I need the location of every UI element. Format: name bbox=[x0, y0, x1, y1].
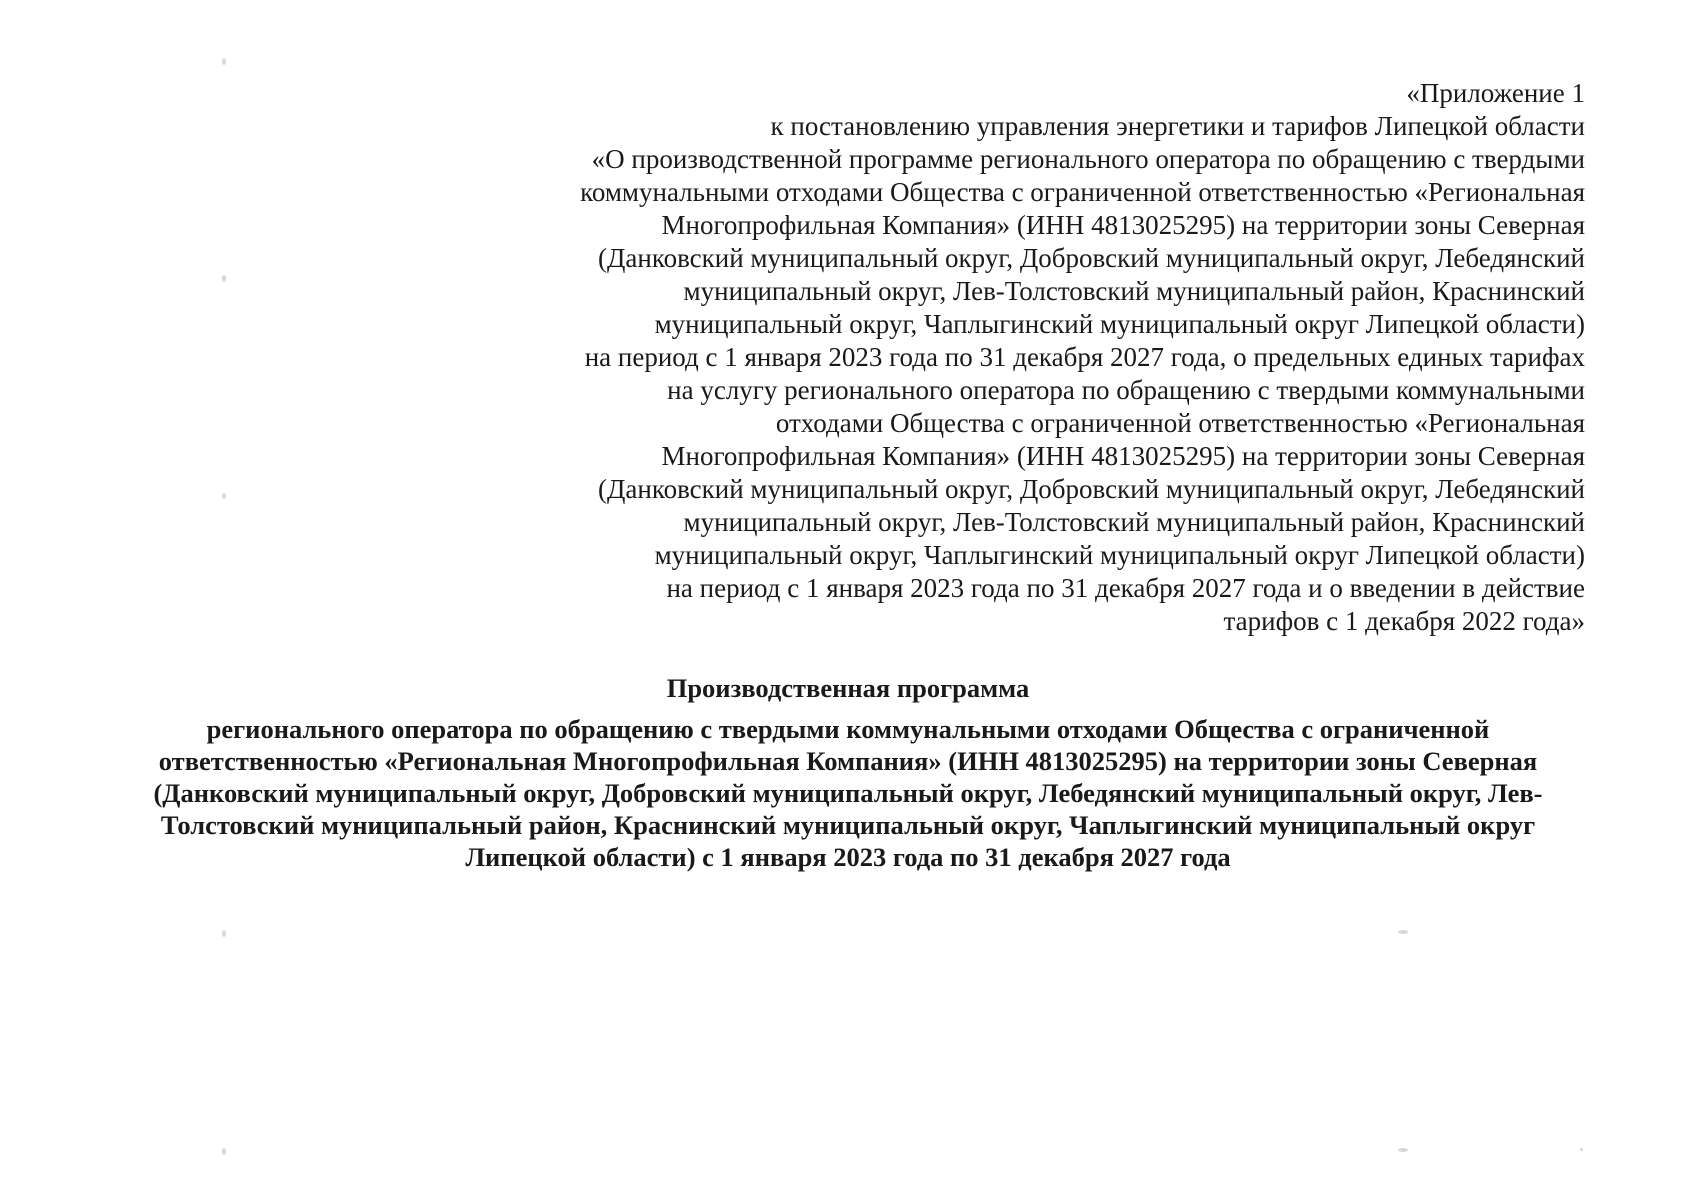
appendix-line: на период с 1 января 2023 года по 31 декабря 2027 года и о введении в действие bbox=[666, 573, 1585, 603]
program-heading: Производственная программа bbox=[666, 673, 1030, 703]
appendix-line: Многопрофильная Компания» (ИНН 4813025295) на территории зоны Северная bbox=[661, 210, 1585, 240]
scan-speck bbox=[222, 58, 226, 65]
appendix-line: на услугу регионального оператора по обращению с твердыми коммунальными bbox=[667, 375, 1585, 405]
appendix-line: отходами Общества с ограниченной ответственностью «Региональная bbox=[775, 408, 1585, 438]
appendix-line: муниципальный округ, Чаплыгинский муниципальный округ Липецкой области) bbox=[654, 309, 1585, 339]
scan-speck bbox=[222, 493, 226, 499]
scan-speck bbox=[1398, 1148, 1408, 1152]
scan-speck bbox=[222, 275, 226, 282]
program-title bbox=[110, 672, 1586, 873]
appendix-line: муниципальный округ, Лев-Толстовский муниципальный район, Краснинский bbox=[683, 507, 1585, 537]
scan-speck bbox=[222, 1148, 226, 1155]
appendix-line: Многопрофильная Компания» (ИНН 4813025295) на территории зоны Северная bbox=[661, 441, 1585, 471]
appendix-line: тарифов с 1 декабря 2022 года» bbox=[1223, 606, 1585, 636]
appendix-line: на период с 1 января 2023 года по 31 декабря 2027 года, о предельных единых тарифах bbox=[584, 342, 1585, 372]
appendix-line: (Данковский муниципальный округ, Добровский муниципальный округ, Лебедянский bbox=[598, 474, 1585, 504]
appendix-line: к постановлению управления энергетики и тарифов Липецкой области bbox=[770, 111, 1585, 141]
scan-speck bbox=[1580, 1148, 1583, 1151]
appendix-header bbox=[385, 77, 1585, 638]
appendix-line: муниципальный округ, Чаплыгинский муниципальный округ Липецкой области) bbox=[654, 540, 1585, 570]
appendix-line: (Данковский муниципальный округ, Добровский муниципальный округ, Лебедянский bbox=[598, 243, 1585, 273]
scan-speck bbox=[222, 930, 226, 937]
appendix-line: «О производственной программе регионального оператора по обращению с твердыми bbox=[591, 144, 1585, 174]
program-title-line: ответственностью «Региональная Многопрофильная Компания» (ИНН 4813025295) на территории зоны Северная bbox=[158, 746, 1538, 776]
program-title-line: регионального оператора по обращению с твердыми коммунальными отходами Общества с ограниченной bbox=[206, 714, 1490, 744]
appendix-line: «Приложение 1 bbox=[1406, 78, 1585, 108]
scan-speck bbox=[1398, 930, 1408, 934]
program-title-line: (Данковский муниципальный округ, Добровский муниципальный округ, Лебедянский муниципальный округ, Лев- bbox=[153, 778, 1543, 808]
program-title-line: Липецкой области) с 1 января 2023 года по 31 декабря 2027 года bbox=[465, 842, 1231, 872]
appendix-line: коммунальными отходами Общества с ограниченной ответственностью «Региональная bbox=[580, 177, 1585, 207]
program-title-line: Толстовский муниципальный район, Краснинский муниципальный округ, Чаплыгинский муниципальный округ bbox=[160, 810, 1536, 840]
appendix-line: муниципальный округ, Лев-Толстовский муниципальный район, Краснинский bbox=[683, 276, 1585, 306]
